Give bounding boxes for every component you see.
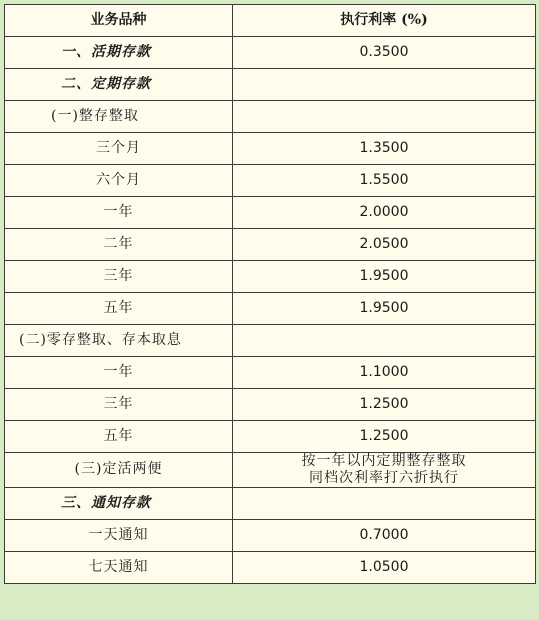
section-current-deposit: 一、活期存款 (5, 37, 233, 69)
rate-value: 1.9500 (233, 293, 536, 325)
section-fixed-deposit: 二、定期存款 (5, 69, 233, 101)
header-rate: 执行利率 (%) (233, 5, 536, 37)
term-label: 七天通知 (5, 551, 233, 583)
table-row (5, 453, 536, 488)
term-label: 三个月 (5, 133, 233, 165)
table-row (5, 101, 536, 133)
table-row (5, 551, 536, 583)
rate-value: 1.2500 (233, 421, 536, 453)
table-row (5, 357, 536, 389)
term-label: 一年 (5, 357, 233, 389)
rate-value (233, 487, 536, 519)
rate-value: 1.0500 (233, 551, 536, 583)
term-label: 二年 (5, 229, 233, 261)
table-row (5, 325, 536, 357)
rate-value: 0.7000 (233, 519, 536, 551)
rate-value (233, 69, 536, 101)
rate-value (233, 101, 536, 133)
rate-value: 1.1000 (233, 357, 536, 389)
section-notice-deposit: 三、通知存款 (5, 487, 233, 519)
header-product: 业务品种 (5, 5, 233, 37)
table-row (5, 69, 536, 101)
table-row (5, 133, 536, 165)
term-label: 一天通知 (5, 519, 233, 551)
rate-value: 1.3500 (233, 133, 536, 165)
term-label: 五年 (5, 421, 233, 453)
rate-value: 1.5500 (233, 165, 536, 197)
table-header-row (5, 5, 536, 37)
term-label: 一年 (5, 197, 233, 229)
term-label: 三年 (5, 261, 233, 293)
rate-value: 0.3500 (233, 37, 536, 69)
table-row (5, 487, 536, 519)
table-row (5, 261, 536, 293)
table-row (5, 37, 536, 69)
note-line: 按一年以内定期整存整取 (301, 453, 467, 469)
deposit-rate-table (4, 4, 536, 584)
subsection-flexible: (三)定活两便 (5, 453, 233, 488)
table-row (5, 165, 536, 197)
table-row (5, 293, 536, 325)
table-row (5, 389, 536, 421)
table-row (5, 197, 536, 229)
table-row (5, 421, 536, 453)
note-line: 同档次利率打六折执行 (309, 469, 459, 486)
table-row (5, 519, 536, 551)
rate-value (233, 325, 536, 357)
subsection-installment: (二)零存整取、存本取息 (5, 325, 233, 357)
flexible-rate-note (233, 453, 536, 488)
rate-value: 1.9500 (233, 261, 536, 293)
rate-value: 1.2500 (233, 389, 536, 421)
term-label: 五年 (5, 293, 233, 325)
rate-value: 2.0000 (233, 197, 536, 229)
rate-value: 2.0500 (233, 229, 536, 261)
term-label: 三年 (5, 389, 233, 421)
term-label: 六个月 (5, 165, 233, 197)
table-row (5, 229, 536, 261)
subsection-lump-sum: (一)整存整取 (5, 101, 233, 133)
